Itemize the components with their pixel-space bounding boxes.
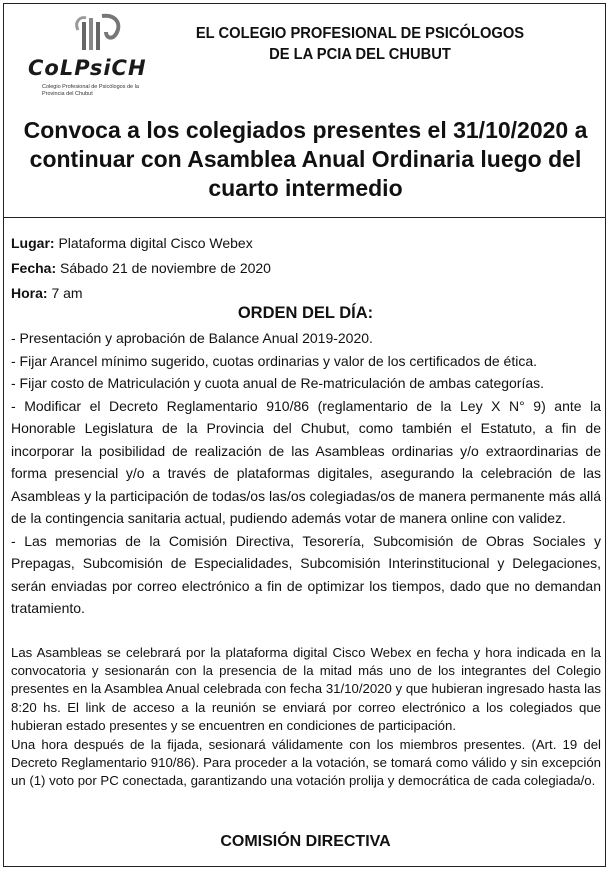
organization-name [185, 23, 535, 65]
orden-item: - Fijar costo de Matriculación y cuota anual de Re-matriculación de ambas categorías. [11, 375, 545, 391]
paragraph-2-text: Una hora después de la fijada, sesionará válidamente con los miembros presentes. (Art. 19 del Decreto Reglamentario 910/86). Para proceder a la votación, se tomará como válido y sin excepción un (1) voto por PC conectada, garantizando una votación prolija y democrática de cada colegiada/o. [11, 737, 601, 789]
header-divider [3, 217, 606, 218]
headline-line-1: Convoca a los colegiados presentes el 31/10/2020 a [23, 117, 588, 143]
org-line-2: DE LA PCIA DEL CHUBUT [269, 46, 451, 63]
logo-subtext: Colegio Profesional de Psicólogos de la Provincia del Chubut [42, 84, 139, 97]
hora-label: Hora: [11, 285, 48, 301]
lugar-line [11, 233, 601, 253]
colpsich-logo [28, 14, 168, 106]
lugar-value: Plataforma digital Cisco Webex [54, 235, 253, 251]
fecha-label: Fecha: [11, 260, 57, 276]
orden-items [11, 327, 601, 620]
lugar-label: Lugar: [11, 235, 55, 251]
orden-item: - Las memorias de la Comisión Directiva, Tesorería, Subcomisión de Obras Sociales y Prepagas, Subcomisión de Especialidades, Subcomisión Interinstitucional y Delegaciones, serán enviadas por correo electrónico a fin de optimizar los tiempos, dado que no demandan tratamiento. [11, 532, 601, 616]
fecha-value: Sábado 21 de noviembre de 2020 [56, 260, 271, 276]
orden-item: - Fijar Arancel mínimo sugerido, cuotas ordinarias y valor de los certificados de ética. [11, 352, 538, 369]
signature: COMISIÓN DIRECTIVA [220, 833, 391, 850]
paragraph-1 [11, 644, 601, 735]
orden-del-dia-title: ORDEN DEL DÍA: [237, 304, 374, 322]
document-header [0, 0, 611, 100]
orden-item: - Presentación y aprobación de Balance Anual 2019-2020. [11, 330, 373, 346]
orden-item: - Modificar el Decreto Reglamentario 910/86 (reglamentario de la Ley X N° 9) ante la Honorable Legislatura de la Provincia del Chubut, como también el Estatuto, a fin de incorporar la posibilidad de realización de las Asambleas ordinarias y/o extraordinarias de forma presencial y/o a través de plataformas digitales, asegurando la celebración de las Asambleas y la participación de todas/os las/os colegiadas/os de manera permanente más allá de la contingencia sanitaria actual, pudiendo además votar de manera online con validez. [11, 397, 601, 526]
paragraph-1-text: Las Asambleas se celebrará por la plataforma digital Cisco Webex en fecha y hora indicada en la convocatoria y sesionarán con la presencia de la mitad más uno de los integrantes del Colegio presentes en la Asamblea Anual celebrada con fecha 31/10/2020 y que hubieran ingresado hasta las 8:20 hs. El link de acceso a la reunión se enviará por correo electrónico a los colegiados que hubieran estado presentes y se encuentren en condiciones de participación. [11, 645, 601, 733]
paragraph-2 [11, 736, 601, 791]
headline-line-3: cuarto intermedio [208, 175, 403, 201]
hora-line [11, 283, 601, 303]
headline [10, 116, 601, 203]
org-line-1: EL COLEGIO PROFESIONAL DE PSICÓLOGOS [195, 25, 525, 42]
hora-value: 7 am [47, 285, 83, 301]
headline-line-2: continuar con Asamblea Anual Ordinaria luego del [29, 146, 582, 172]
logo-mark-icon [72, 12, 132, 56]
fecha-line [11, 258, 601, 278]
logo-text: CoLPsiCH [28, 56, 147, 80]
